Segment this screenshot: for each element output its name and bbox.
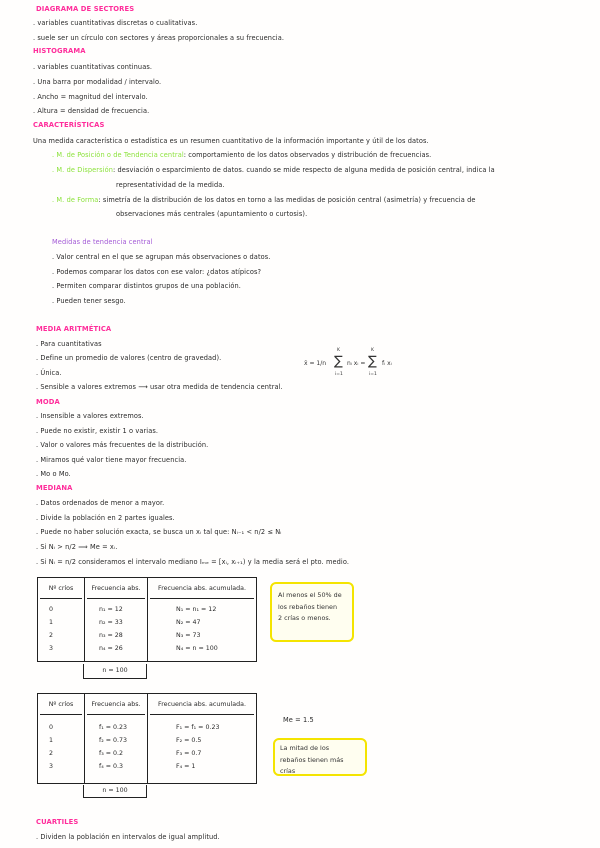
section-heading: MEDIANA [36,484,73,492]
section-heading: CUARTILES [36,818,79,826]
section-heading: DIAGRAMA DE SECTORES [36,5,135,13]
subsection-heading: Medidas de tendencia central [52,238,153,246]
highlight-note-2 [273,738,367,776]
note-line: . suele ser un círculo con sectores y áreas proporcionales a su frecuencia. [33,34,285,42]
table-cell: n₄ = 26 [99,645,123,652]
note-line: . Puede no existir, existir 1 o varias. [36,427,159,435]
table-cell: F₃ = 0.7 [176,750,202,757]
highlighted-term: . M. de Posición o de Tendencia central [52,151,184,159]
sum-bottom-2: i=1 [369,372,377,377]
highlighted-term: . M. de Forma [52,196,99,204]
note-line: . Ancho = magnitud del intervalo. [33,93,148,101]
note-line: . Sensible a valores extremos ⟶ usar otra medida de tendencia central. [36,383,283,391]
section-heading: HISTOGRAMA [33,47,86,55]
line-text: : desviación o esparcimiento de datos. cuando se mide respecto de alguna medida de posición central, indica la [113,166,495,174]
note-line: . Si Nᵢ = n/2 consideramos el intervalo mediano Iₘₑ = [xᵢ, xᵢ₊₁) y la media será el pto. medio. [36,558,350,566]
table-cell: f₃ = 0.2 [99,750,124,757]
highlighted-line [52,166,495,174]
note-line: . Mo o Mo. [36,470,71,478]
note-line: . Pueden tener sesgo. [52,297,126,305]
note-line: . variables cuantitativas continuas. [33,63,153,71]
section-heading: CARACTERÍSTICAS [33,121,105,129]
note-line: Una medida característica o estadística es un resumen cuantitativo de la información importante y útil de los datos. [33,137,429,145]
table-cell: F₁ = f₁ = 0.23 [176,724,220,731]
table-cell: 0 [49,606,54,613]
table-cell: f₂ = 0.73 [99,737,128,744]
table-cell: F₄ = 1 [176,763,196,770]
sum-top-1: K [337,348,340,353]
highlighted-line [52,196,476,204]
note-line: . Podemos comparar los datos con ese valor: ¿datos atípicos? [52,268,262,276]
table2-header-cum: Frecuencia abs. acumulada. [150,694,254,715]
table-cell: 1 [49,737,54,744]
formula-lhs: x̄ = 1/n [304,360,327,367]
note-line: Me = 1.5 [283,716,314,724]
note-line: observaciones más centrales (apuntamiento o curtosis). [116,210,308,218]
sum-top-2: K [371,348,374,353]
note-line: . variables cuantitativas discretas o cualitativas. [33,19,198,27]
note-line: . Para cuantitativas [36,340,102,348]
table-cell: N₃ = 73 [176,632,201,639]
section-heading: MEDIA ARITMÉTICA [36,325,112,333]
note-line: representatividad de la medida. [116,181,225,189]
highlight-note-1 [270,582,354,642]
note2-line-2: rebaños tienen más crías [280,755,344,775]
line-text: : simetría de la distribución de los datos en torno a las medidas de posición central (asimetría) y frecuencia de [98,196,476,204]
table-cell: f₁ = 0.23 [99,724,128,731]
note-line: . Si Nᵢ > n/2 ⟹ Me = xᵢ. [36,543,118,551]
table-cell: N₁ = n₁ = 12 [176,606,217,613]
note1-line-1: Al menos el 50% de [278,591,342,599]
table1-header-freq: Frecuencia abs. [87,578,145,599]
sum-bottom-1: i=1 [335,372,343,377]
mean-formula [304,348,414,380]
table-cell: 2 [49,632,54,639]
formula-term-2: fᵢ xᵢ [382,360,392,367]
table-cell: n₂ = 33 [99,619,123,626]
sum-symbol-2: ∑ [368,354,377,369]
table2-header-crias: Nº críos [40,694,82,715]
note-line: . Altura = densidad de frecuencia. [33,107,150,115]
table-cell: F₂ = 0.5 [176,737,202,744]
table-cell: N₂ = 47 [176,619,201,626]
table2-header-freq: Frecuencia abs. [87,694,145,715]
table-cell: f₄ = 0.3 [99,763,124,770]
table-cell: 0 [49,724,54,731]
highlighted-line [52,151,431,159]
frequency-table-relative [37,693,257,784]
note1-line-2: los rebaños tienen [278,602,338,611]
note-line: . Única. [36,369,62,377]
note1-line-3: 2 crías o menos. [278,614,331,622]
note2-line-1: La mitad de los [280,744,330,752]
table1-header-crias: Nº críos [40,578,82,599]
note-line: . Miramos qué valor tiene mayor frecuencia. [36,456,187,464]
table-cell: n₃ = 28 [99,632,123,639]
section-heading: MODA [36,398,60,406]
table-cell: 1 [49,619,54,626]
formula-term-1: nᵢ xᵢ = [347,360,366,367]
note-line: . Divide la población en 2 partes iguales. [36,514,175,522]
table-cell: N₄ = n = 100 [176,645,218,652]
note-line: . Datos ordenados de menor a mayor. [36,499,165,507]
sum-symbol-1: ∑ [334,354,343,369]
note-line: . Permiten comparar distintos grupos de una población. [52,282,241,290]
note-line: . Insensible a valores extremos. [36,412,144,420]
table-cell: 3 [49,645,54,652]
note-line: . Puede no haber solución exacta, se busca un xᵢ tal que: Nᵢ₋₁ < n/2 ≤ Nᵢ [36,528,282,536]
table-cell: 3 [49,763,54,770]
table2-total: n = 100 [83,785,147,798]
table-cell: 2 [49,750,54,757]
note-line: . Dividen la población en intervalos de igual amplitud. [36,833,220,841]
note-line: . Una barra por modalidad / intervalo. [33,78,162,86]
line-text: : comportamiento de los datos observados y distribución de frecuencias. [183,151,432,159]
table-cell: n₁ = 12 [99,606,123,613]
frequency-table-absolute [37,577,257,662]
table1-header-cum: Frecuencia abs. acumulada. [150,578,254,599]
highlighted-term: . M. de Dispersión [52,166,113,174]
note-line: . Define un promedio de valores (centro de gravedad). [36,354,222,362]
note-line: . Valor central en el que se agrupan más observaciones o datos. [52,253,271,261]
note-line: . Valor o valores más frecuentes de la distribución. [36,441,209,449]
table1-total: n = 100 [83,664,147,679]
